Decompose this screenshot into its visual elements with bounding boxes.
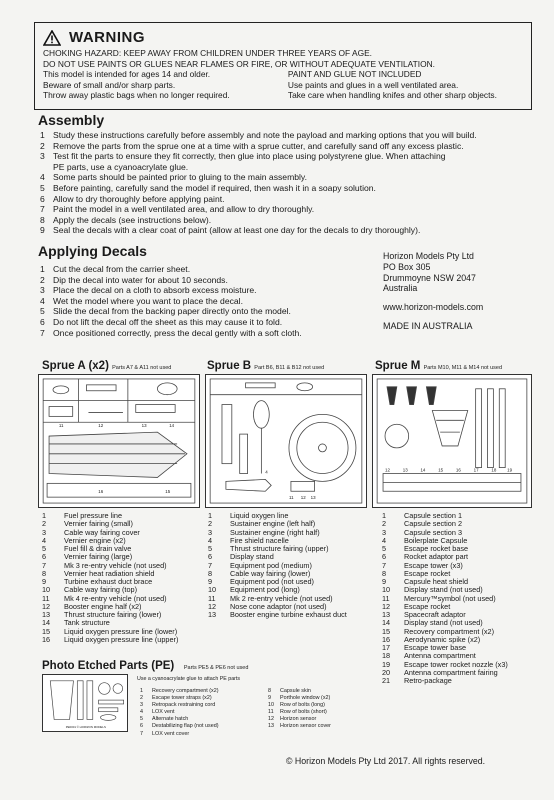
step-number: 1 [40,130,45,140]
part-number: 3 [382,527,387,537]
sprue-part-number: 14 [420,467,426,473]
part-name: Porthole window (x2) [280,695,331,702]
part-number: 13 [42,610,51,619]
part-number: 7 [42,560,47,570]
step-number: 1 [40,264,45,274]
company-suburb: Drummoyne NSW 2047 [383,272,476,283]
step-text: Slide the decal from the backing paper directly onto the model. [53,306,291,317]
pe-glue-note: Use a cyanoacrylate glue to attach PE parts [137,676,241,682]
sprue-part-number: 4 [265,469,268,475]
part-name: Capsule section 2 [404,519,463,529]
part-name: Horizon sensor [280,716,317,723]
sprue-part-number: 11 [288,495,294,501]
warning-left-column [43,69,288,101]
part-name: LOX vent [152,709,175,716]
part-item [268,702,331,709]
step-text: PE parts, use a cyanoacrylate glue. [53,161,189,172]
part-item [42,636,178,644]
company-po-box: PO Box 305 [383,261,431,272]
warning-heading [43,29,523,46]
part-number: 11 [268,709,274,716]
part-name: Antenna compartment [404,651,476,661]
sprue-m-note: Parts M10, M11 & M14 not used [423,365,503,371]
sprue-part-number: 17 [473,467,479,473]
step-text: Before painting, carefully sand the model if required, then wash it in a soapy solution. [53,182,376,193]
part-number: 13 [382,610,391,619]
instruction-step [40,215,530,226]
part-number: 13 [208,610,217,619]
part-number: 9 [382,577,387,586]
part-number: 5 [382,544,387,553]
step-text: Wet the model where you want to place the decal. [53,295,243,306]
part-name: Cable way fairing cover [64,527,140,537]
part-number: 6 [140,723,143,730]
sprue-m-parts-list [382,512,508,685]
step-text: Paint the model in a well ventilated area, and allow to dry thoroughly. [53,204,315,215]
instruction-step [40,172,530,183]
sprue-part-number: 18 [491,467,497,473]
part-number: 15 [382,626,391,636]
company-country: Australia [383,283,418,294]
instruction-step [40,328,360,339]
part-item [268,716,331,723]
part-name: Escape rocket [404,601,451,611]
sprue-a-diagram [38,374,200,508]
warning-line-choking: CHOKING HAZARD: KEEP AWAY FROM CHILDREN UNDER THREE YEARS OF AGE. [43,48,373,58]
part-number: 12 [268,716,274,723]
warning-right-column [288,69,523,101]
part-name: Display stand (not used) [404,618,483,628]
part-number: 7 [140,730,143,737]
part-name: Escape tower rocket nozzle (x3) [404,659,508,669]
part-name: Sustainer engine (right half) [230,527,320,537]
part-number: 4 [382,535,387,545]
part-item [140,731,219,738]
part-name: Sustainer engine (left half) [230,519,316,529]
sprue-b-drawing [206,375,366,507]
part-number: 7 [382,560,387,570]
sprue-part-number: 15 [165,489,171,495]
part-number: 7 [208,560,213,570]
part-item [140,688,219,695]
step-text: Test fit the parts to ensure they fit correctly, then glue into place using polystyrene glue. When attaching [53,151,446,162]
sprue-part-number: 13 [141,423,147,429]
part-number: 1 [140,688,143,694]
instruction-step [40,162,530,173]
part-number: 2 [42,519,47,529]
assembly-steps [40,130,530,236]
sprue-part-number: 12 [300,495,306,501]
part-number: 16 [42,634,51,644]
company-website: www.horizon-models.com [383,302,484,313]
part-name: Equipment pod (long) [230,585,300,595]
part-number: 8 [268,688,271,694]
part-number: 12 [382,601,391,611]
sprue-part-number: 15 [438,467,444,473]
part-item [268,688,331,695]
part-number: 11 [208,593,216,603]
part-name: Tank structure [64,618,110,628]
sprue-part-number: 13 [310,495,316,501]
sprue-part-number: 16 [98,489,104,495]
sprue-part-number: 19 [507,467,513,473]
part-number: 4 [140,709,143,716]
instruction-step [40,225,530,236]
sprue-b-diagram [205,374,367,508]
step-number: 5 [40,306,45,317]
part-number: 8 [208,568,213,578]
pe-parts-list-left [140,688,219,738]
part-item [140,716,219,723]
part-name: Capsule skin [280,688,311,694]
part-number: 1 [208,511,213,520]
step-text: Do not lift the decal off the sheet as this may cause it to fold. [53,316,283,327]
part-number: 3 [42,527,47,537]
step-number: 3 [40,285,45,296]
step-number: 3 [40,151,45,162]
step-number: 7 [40,327,45,338]
warning-box [34,22,532,110]
step-number [40,162,53,173]
part-name: Vernier engine (x2) [64,535,126,545]
instruction-step [40,183,530,194]
warning-text: Take care when handling knifes and other sharp objects. [287,90,497,100]
company-name: Horizon Models Pty Ltd [383,251,474,261]
part-name: Nose cone adaptor (not used) [230,601,327,611]
part-number: 10 [42,585,51,595]
pe-parts-list-right [268,688,331,731]
part-item [382,677,508,685]
part-item [208,611,347,619]
part-name: Capsule section 1 [404,511,463,520]
instruction-step [40,194,530,205]
part-number: 13 [268,723,274,730]
part-number: 3 [140,702,143,709]
part-name: Fire shield nacelle [230,535,289,545]
part-number: 11 [42,593,50,603]
instruction-step [40,151,530,162]
part-number: 6 [42,552,47,562]
part-name: Escape tower (x3) [404,560,463,570]
part-name: Vernier heat radiation shield [64,568,155,578]
part-number: 6 [208,552,213,562]
part-name: Display stand (not used) [404,585,483,595]
instruction-step [40,141,530,152]
instruction-step [40,285,360,296]
part-item [140,709,219,716]
warning-text: Beware of small and/or sharp parts. [43,79,176,90]
part-name: Row of bolts (long) [280,702,325,709]
sprue-part-number: 12 [98,423,104,429]
part-name: Horizon sensor cover [280,723,331,730]
part-number: 5 [208,544,213,553]
instruction-step [40,204,530,215]
part-name: Destabilizing flap (not used) [152,723,219,730]
part-number: 11 [382,593,390,603]
instruction-step [40,306,360,317]
step-number: 9 [40,225,45,236]
part-number: 9 [268,695,271,702]
part-number: 21 [382,676,391,685]
warning-text: Use paints and glues in a well ventilated area. [287,79,459,90]
sprue-b-heading [207,360,324,372]
part-item [42,611,178,619]
part-name: Liquid oxygen line [230,511,289,520]
copyright-notice: © Horizon Models Pty Ltd 2017. All rights reserved. [286,756,486,766]
pe-fret-diagram [42,674,128,732]
step-number: 5 [40,182,45,193]
part-number: 2 [208,519,213,529]
instruction-step [40,130,530,141]
part-number: 17 [382,643,391,652]
warning-text: PAINT AND GLUE NOT INCLUDED [287,69,422,79]
part-item [140,695,219,702]
part-number: 8 [382,568,387,578]
part-name: Capsule heat shield [404,577,469,586]
part-name: Mk 3 re-entry vehicle (not used) [64,560,167,570]
sprue-b-title: Sprue B [207,360,252,372]
part-name: Spacecraft adaptor [404,610,466,619]
instruction-step [40,264,360,275]
instruction-step [40,317,360,328]
instruction-step [40,275,360,286]
part-name: Escape rocket base [404,544,469,553]
part-item [140,723,219,730]
part-number: 6 [382,552,387,562]
part-number: 10 [208,585,217,595]
part-number: 3 [208,527,213,537]
sprue-a-drawing [39,375,199,507]
part-name: Cable way fairing (top) [64,585,138,595]
sprue-part-number: 12 [385,467,390,473]
warning-text: Throw away plastic bags when no longer required. [43,90,230,100]
part-number: 18 [382,651,391,661]
part-name: Fuel fill & drain valve [64,544,132,553]
part-name: LOX vent cover [152,730,190,737]
pe-fret-drawing [43,675,129,731]
part-number: 10 [382,585,391,595]
step-text: Study these instructions carefully before assembly and note the payload and marking options that you will build. [53,130,477,140]
warning-text: This model is intended for ages 14 and older. [43,69,211,79]
part-name: Antenna compartment fairing [404,667,498,677]
step-number: 7 [40,204,45,215]
part-name: Liquid oxygen pressure line (upper) [64,634,179,644]
warning-title: WARNING [69,29,145,46]
decals-heading: Applying Decals [38,243,147,259]
part-name: Recovery compartment (x2) [152,688,219,694]
step-text: Place the decal on a cloth to absorb excess moisture. [53,285,257,296]
pe-heading [42,660,248,672]
sprue-a-note: Parts A7 & A11 not used [112,365,172,371]
part-name: Escape tower straps (x2) [152,695,212,702]
part-item [268,709,331,716]
part-number: 1 [42,511,47,520]
part-name: Booster engine turbine exhaust duct [230,610,347,619]
part-name: Vernier fairing (small) [64,519,133,529]
part-name: Booster engine half (x2) [64,601,142,611]
part-number: 9 [208,577,213,586]
sprue-m-drawing [373,375,531,507]
sprue-part-number: 13 [402,467,408,473]
part-name: Cable way fairing (lower) [230,568,311,578]
part-name: Mk 4 re-entry vehicle (not used) [64,593,167,603]
part-name: Capsule section 3 [404,527,463,537]
part-name: Recovery compartment (x2) [404,626,495,636]
part-name: Thrust structure fairing (upper) [230,544,329,553]
part-name: Display stand [230,552,274,562]
part-item [268,723,331,730]
part-number: 12 [208,601,217,611]
part-name: Vernier fairing (large) [64,552,133,562]
step-number: 6 [40,316,45,327]
part-number: 8 [42,568,47,578]
step-text: Apply the decals (see instructions below). [53,214,212,225]
part-number: 2 [382,519,387,529]
step-text: Once positioned correctly, press the decal gently with a soft cloth. [53,327,302,338]
part-name: Escape rocket [404,568,451,578]
step-number: 8 [40,214,45,225]
warning-line-ventilation: DO NOT USE PAINTS OR GLUES NEAR FLAMES OR FIRE, OR WITHOUT ADEQUATE VENTILATION. [43,58,435,69]
step-text: Cut the decal from the carrier sheet. [53,264,191,274]
part-item [268,695,331,702]
part-number: 19 [382,659,391,669]
part-name: Equipment pod (medium) [230,560,312,570]
part-number: 20 [382,667,391,677]
sprue-b-parts-list [208,512,347,619]
step-number: 6 [40,193,45,204]
part-number: 5 [140,716,143,723]
part-name: Fuel pressure line [64,511,122,520]
part-number: 10 [268,702,274,709]
assembly-heading: Assembly [38,112,105,128]
part-name: Retro-package [404,676,452,685]
sprue-a-heading [42,360,171,372]
part-name: Aerodynamic spike (x2) [404,634,481,644]
step-text: Remove the parts from the sprue one at a time with a sprue cutter, and carefully sand off any excess plastic. [53,140,464,151]
part-item [140,702,219,709]
sprue-m-heading [375,360,502,372]
part-number: 15 [42,626,51,636]
step-number: 4 [40,172,45,183]
decal-steps [40,264,360,338]
pe-fret-label: PE0001 © HORIZON MODELS [65,725,106,730]
part-number: 2 [140,695,143,702]
part-name: Alternate hatch [152,716,189,723]
step-text: Dip the decal into water for about 10 seconds. [53,274,228,285]
sprue-a-parts-list [42,512,178,644]
sprue-part-number: 11 [58,423,64,429]
part-name: Turbine exhaust duct brace [64,577,153,586]
sprue-a-qty: (x2) [88,360,109,372]
part-number: 14 [42,618,51,628]
part-number: 4 [208,535,213,545]
warning-triangle-icon [43,30,61,46]
part-name: Row of bolts (short) [280,709,327,716]
pe-title: Photo Etched Parts (PE) [42,660,175,672]
part-number: 14 [382,618,391,628]
part-number: 1 [382,511,387,520]
part-number: 12 [42,601,51,611]
part-name: Mercury™symbol (not used) [404,593,496,603]
made-in-label: MADE IN AUSTRALIA [383,320,473,331]
part-name: Mk 2 re-entry vehicle (not used) [230,593,333,603]
part-number: 5 [42,544,47,553]
part-number: 9 [42,577,47,586]
part-name: Retropack restraining cord [152,702,216,709]
part-name: Rocket adaptor part [404,552,469,562]
step-number: 4 [40,295,45,306]
pe-note: Parts PE5 & PE6 not used [183,665,249,671]
part-name: Boilerplate Capsule [404,535,468,545]
step-number: 2 [40,140,45,151]
sprue-m-diagram [372,374,532,508]
part-number: 16 [382,634,391,644]
part-number: 4 [42,535,47,545]
step-text: Allow to dry thoroughly before applying paint. [53,193,225,204]
sprue-b-note: Part B6, B11 & B12 not used [254,365,325,371]
step-text: Seal the decals with a clear coat of paint (allow at least one day for the decals to dry thoroughly). [53,225,421,236]
part-name: Equipment pod (not used) [230,577,314,586]
sprue-a-title: Sprue A [42,360,86,372]
part-name: Thrust structure fairing (lower) [64,610,162,619]
sprue-part-number: 14 [169,423,175,429]
part-item [208,545,347,553]
instruction-step [40,296,360,307]
sprue-m-title: Sprue M [375,360,421,372]
part-name: Escape tower base [404,643,467,652]
company-address [383,251,483,332]
step-text: Some parts should be painted prior to gluing to the main assembly. [53,172,307,183]
sprue-part-number: 16 [455,467,461,473]
step-number: 2 [40,274,45,285]
part-name: Liquid oxygen pressure line (lower) [64,626,178,636]
